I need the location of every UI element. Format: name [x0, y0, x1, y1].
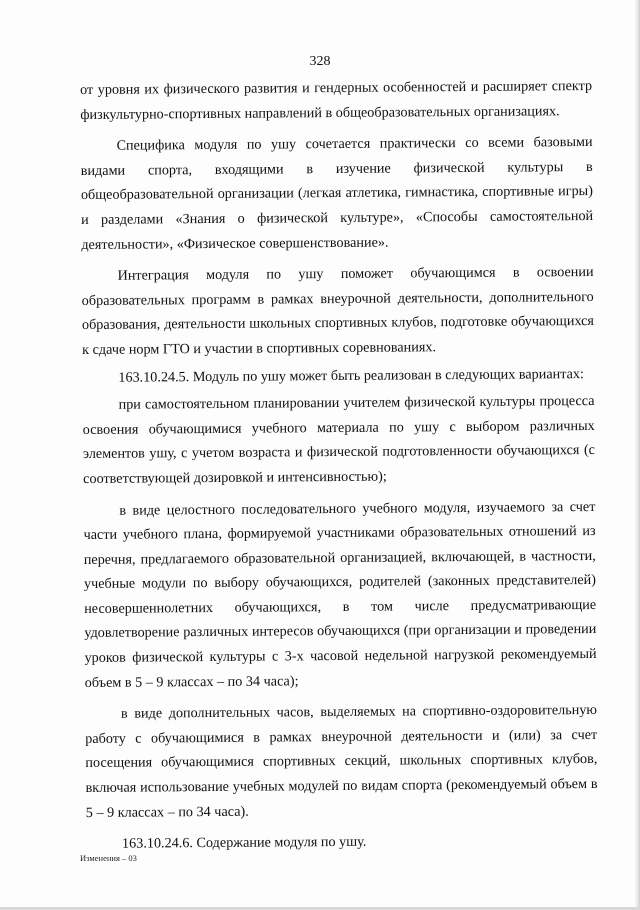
paragraph-section-163-10-24-6: 163.10.24.6. Содержание модуля по ушу.: [121, 833, 367, 852]
paragraph-module-specifics: Специфика модуля по ушу сочетается практически со всеми базовыми видами спорта, входящими в изучение физической культуры в общеобразовательной организации (легкая атлетика, гимнастика, спортивные игры) и разделами «Знания о физической культуре», «Способы самостоятельной деятельности», «Физическое совершенствование».: [80, 134, 594, 253]
scan-edge-shadow: [634, 0, 640, 910]
body-text: [80, 74, 598, 860]
footer-revision-note: Изменения – 03: [80, 853, 137, 863]
paragraph-section-163-10-24-5: 163.10.24.5. Модуль по ушу может быть реализован в следующих вариантах:: [118, 365, 584, 386]
paragraph-variant-additional-hours: в виде дополнительных часов, выделяемых на спортивно-оздоровительную работу с обучающимися в рамках внеурочной деятельности и (или) за счет посещения обучающимися спортивных секций, школьных спортивных клубов, включая использование учебных модулей по видам спорта (рекомендуемый объем в 5 – 9 классах – по 34 часа).: [85, 702, 598, 821]
paragraph-variant-independent-planning: при самостоятельном планировании учителем физической культуры процесса освоения обучающимися учебного материала по ушу с выбором различных элементов ушу, с учетом возраста и физической подготовленности обучающихся (с соответствующей дозировкой и интенсивностью);: [82, 393, 596, 487]
paragraph-continuation: от уровня их физического развития и гендерных особенностей и расширяет спектр физкультурно-спортивных направлений в общеобразовательных организациях.: [80, 77, 593, 123]
paragraph-variant-integral-module: в виде целостного последовательного учебного модуля, изучаемого за счет части учебного плана, формируемой участниками образовательных отношений из перечня, предлагаемого образовательной организацией, включающей, в частности, учебные модули по выбору обучающихся, родителей (законных представителей) несовершеннолетних обучающихся, в том числе предусматривающие удовлетворение различных интересов обучающихся (при организации и проведении уроков физической культуры с 3-х часовой недельной нагрузкой рекомендуемый объем в 5 – 9 классах – по 34 часа);: [83, 498, 597, 691]
page-number: 328: [309, 54, 331, 69]
paragraph-module-integration: Интеграция модуля по ушу поможет обучающимся в освоении образовательных программ в рамках внеурочной деятельности, дополнительного образования, деятельности школьных спортивных клубов, подготовке обучающихся к сдаче норм ГТО и участии в спортивных соревнованиях.: [81, 264, 594, 358]
